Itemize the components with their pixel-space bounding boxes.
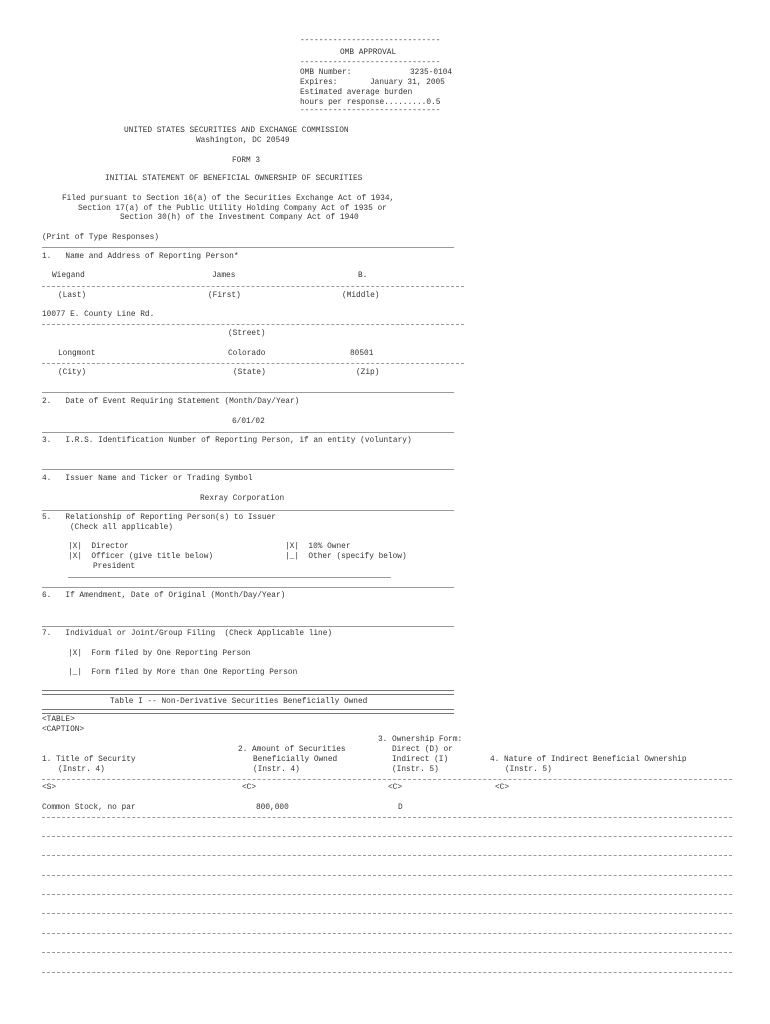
middle-name-value: B. [358,272,368,280]
city-caption: (City) [58,369,87,377]
omb-rule-bottom: ------------------------------ [300,107,441,115]
table-row-rule [42,894,732,895]
table-row-rule [42,836,732,837]
table-row-rule [42,972,732,973]
table-row-rule [42,875,732,876]
officer-checkbox: |X| Officer (give title below) [68,553,214,561]
divider [42,469,454,470]
street-value: 10077 E. County Line Rd. [42,311,155,319]
row-security-title: Common Stock, no par [42,804,136,812]
multi-person-checkbox: |_| Form filed by More than One Reporting Person [68,669,298,677]
col2-header-line1: 2. Amount of Securities [238,746,346,754]
first-name-value: James [212,272,236,280]
col3-header-line1: 3. Ownership Form: [378,736,463,744]
filed-line3: Section 30(h) of the Investment Company Act of 1940 [120,214,359,222]
table-double-rule [42,690,454,695]
table-double-rule [42,709,454,714]
c-tag: <C> [242,784,257,792]
section6-label: 6. If Amendment, Date of Original (Month/Day/Year) [42,592,286,600]
omb-rule-mid: ------------------------------ [300,59,441,67]
table-row-rule [42,933,732,934]
table-title: Table I -- Non-Derivative Securities Beneficially Owned [110,698,368,706]
omb-burden-line2: hours per response.........0.5 [300,99,441,107]
omb-title: OMB APPROVAL [340,49,397,57]
agency-name: UNITED STATES SECURITIES AND EXCHANGE COMMISSION [124,127,349,135]
dashed-rule [42,779,732,780]
table-row-rule [42,817,732,818]
divider [42,587,454,588]
col4-header-line2: (Instr. 5) [505,766,552,774]
col3-header-line3: Indirect (I) [392,756,449,764]
dashed-rule [42,286,464,287]
state-value: Colorado [228,350,266,358]
omb-expires-value: January 31, 2005 [370,79,445,87]
s-tag: <S> [42,784,57,792]
print-note: (Print of Type Responses) [42,234,159,242]
c-tag: <C> [495,784,510,792]
col2-header-line3: (Instr. 4) [253,766,300,774]
section4-label: 4. Issuer Name and Ticker or Trading Symbol [42,475,253,483]
state-caption: (State) [233,369,266,377]
divider [42,392,454,393]
last-name-value: Wiegand [52,272,85,280]
first-caption: (First) [208,292,241,300]
table-tag: <TABLE> [42,716,75,724]
zip-value: 80501 [350,350,374,358]
other-checkbox: |_| Other (specify below) [285,553,407,561]
section7-label: 7. Individual or Joint/Group Filing (Check Applicable line) [42,630,333,638]
last-caption: (Last) [58,292,87,300]
event-date-value: 6/01/02 [232,418,265,426]
col3-header-line2: Direct (D) or [392,746,453,754]
street-caption: (Street) [228,330,266,338]
city-value: Longmont [58,350,96,358]
c-tag: <C> [388,784,403,792]
dashed-rule [42,363,464,364]
omb-number-value: 3235-0104 [410,69,453,77]
issuer-name-value: Rexray Corporation [200,495,285,503]
omb-number-label: OMB Number: [300,69,352,77]
omb-expires-label: Expires: [300,79,338,87]
section5-sublabel: (Check all applicable) [70,524,173,532]
divider [42,626,454,627]
row-amount: 800,000 [256,804,289,812]
section5-label: 5. Relationship of Reporting Person(s) to Issuer [42,514,276,522]
table-row-rule [42,913,732,914]
col2-header-line2: Beneficially Owned [253,756,338,764]
divider [42,510,454,511]
dashed-rule [42,324,464,325]
section1-label: 1. Name and Address of Reporting Person* [42,253,239,261]
divider [42,247,454,248]
row-ownership-form: D [398,804,403,812]
owner-checkbox: |X| 10% Owner [285,543,351,551]
col3-header-line4: (Instr. 5) [392,766,439,774]
filed-line1: Filed pursuant to Section 16(a) of the Securities Exchange Act of 1934, [62,195,395,203]
caption-tag: <CAPTION> [42,726,85,734]
one-person-checkbox: |X| Form filed by One Reporting Person [68,650,251,658]
section3-label: 3. I.R.S. Identification Number of Reporting Person, if an entity (voluntary) [42,437,412,445]
director-checkbox: |X| Director [68,543,129,551]
statement-title: INITIAL STATEMENT OF BENEFICIAL OWNERSHIP OF SECURITIES [105,175,363,183]
middle-caption: (Middle) [342,292,380,300]
agency-location: Washington, DC 20549 [196,137,290,145]
form-number: FORM 3 [232,157,261,165]
officer-title-value: President [93,563,136,571]
col4-header-line1: 4. Nature of Indirect Beneficial Ownership [490,756,687,764]
section2-label: 2. Date of Event Requiring Statement (Month/Day/Year) [42,398,300,406]
col1-header-line1: 1. Title of Security [42,756,136,764]
omb-burden-line1: Estimated average burden [300,89,413,97]
table-row-rule [42,855,732,856]
col1-header-line2: (Instr. 4) [58,766,105,774]
table-row-rule [42,952,732,953]
divider [42,432,454,433]
omb-rule-top: ------------------------------ [300,37,441,45]
zip-caption: (Zip) [356,369,380,377]
title-underline [68,577,391,578]
filed-line2: Section 17(a) of the Public Utility Holding Company Act of 1935 or [78,205,387,213]
